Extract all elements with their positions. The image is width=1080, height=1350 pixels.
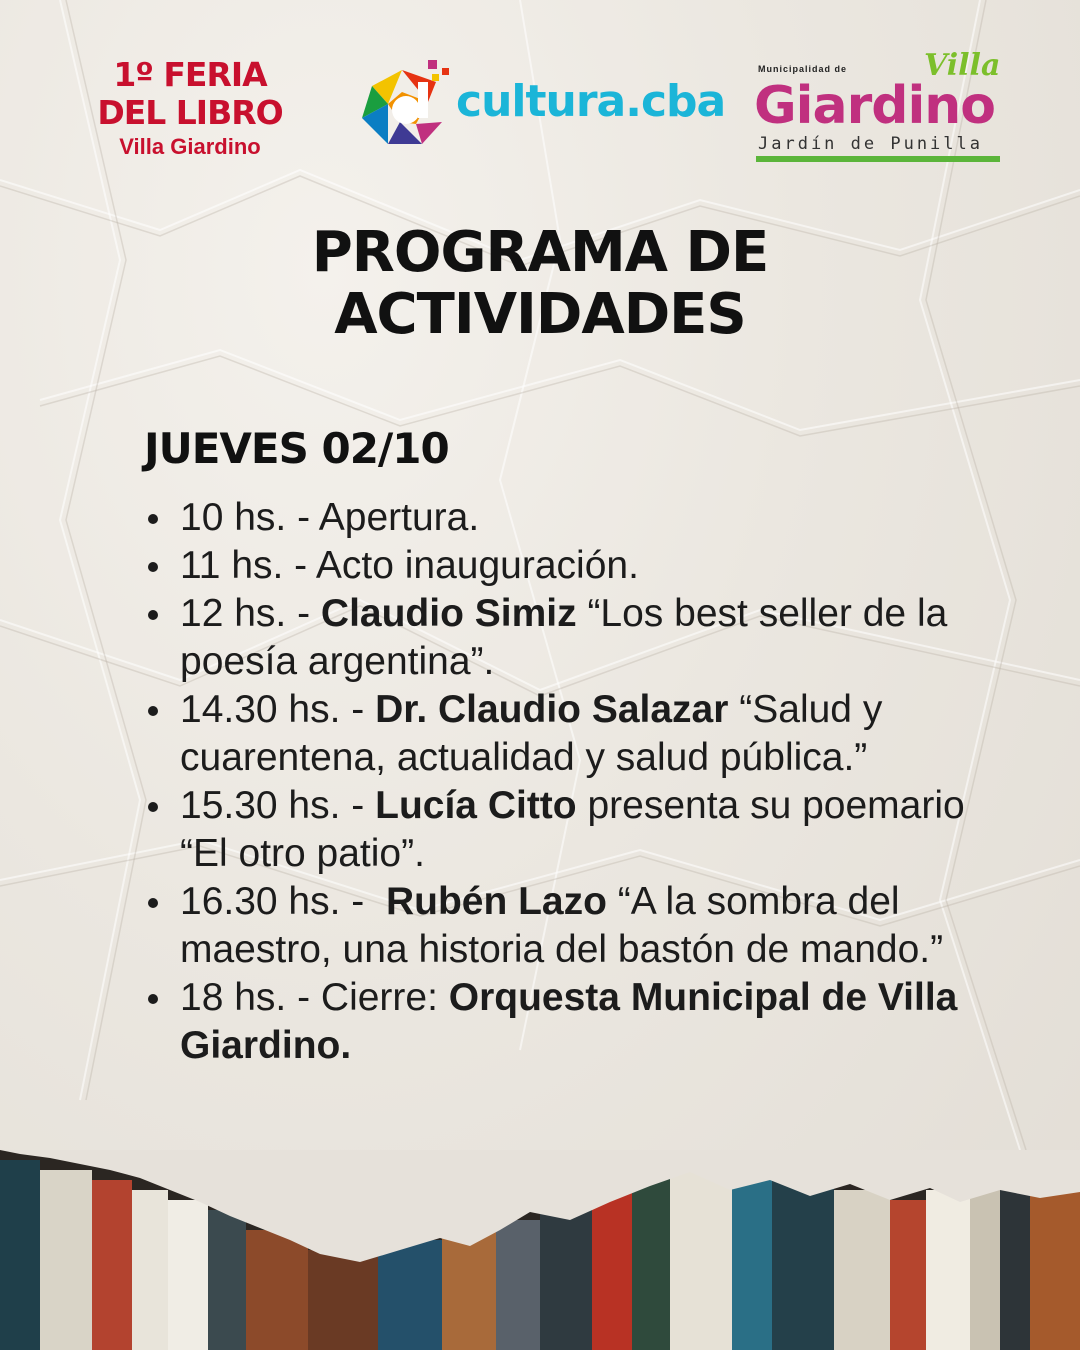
villa-giardino-logo [752, 48, 1012, 168]
activity-item [180, 782, 1010, 878]
giardino-logo-subtitle: Jardín de Punilla [758, 134, 983, 154]
activity-speaker: Rubén Lazo [385, 880, 607, 923]
bookshelf-illustration [0, 1150, 1080, 1350]
feria-logo-line2: DEL LIBRO [97, 93, 283, 132]
activity-description: “Salud y cuarentena, actualidad y salud pública.” [180, 688, 883, 779]
activity-item [180, 542, 1010, 590]
cultura-cba-logo [358, 52, 726, 152]
title-line1: PROGRAMA DE [311, 220, 769, 285]
feria-logo-line1: 1º FERIA [113, 55, 267, 94]
activity-time: 14.30 hs. - [180, 688, 376, 731]
page-title [0, 222, 1080, 346]
activity-item [180, 494, 1010, 542]
activity-description: “Los best seller de la poesía argentina”. [180, 592, 948, 683]
activity-speaker: Claudio Simiz [320, 592, 577, 635]
day-heading: JUEVES 02/10 [144, 424, 449, 473]
cultura-emblem-icon [358, 52, 454, 152]
activity-item [180, 878, 1010, 974]
activity-description: Apertura. [318, 496, 480, 539]
activity-speaker: Lucía Citto [375, 784, 577, 827]
activity-speaker: Orquesta Municipal de Villa Giardino. [180, 976, 958, 1067]
activity-item [180, 974, 1010, 1070]
activity-item [180, 590, 1010, 686]
giardino-logo-name: Giardino [754, 76, 996, 136]
activity-time: 16.30 hs. - [180, 880, 386, 923]
activity-speaker: Dr. Claudio Salazar [375, 688, 729, 731]
activity-description: presenta su poemario “El otro patio”. [180, 784, 965, 875]
activity-time: 18 hs. - [180, 976, 321, 1019]
activity-time: 11 hs. - [180, 544, 316, 587]
activity-time: 15.30 hs. - [180, 784, 376, 827]
giardino-logo-villa: Villa [924, 48, 1001, 83]
cultura-logo-text: cultura.cba [456, 76, 726, 127]
activity-description: “A la sombra del maestro, una historia del bastón de mando.” [180, 880, 944, 971]
feria-logo-line3: Villa Giardino [119, 134, 261, 159]
title-line2: ACTIVIDADES [334, 282, 746, 347]
activity-item [180, 686, 1010, 782]
activity-description: Acto inauguración. [315, 544, 639, 587]
giardino-logo-municipalidad: Municipalidad de [758, 64, 848, 74]
activity-time: 10 hs. - [180, 496, 319, 539]
activity-prefix: Cierre: [320, 976, 449, 1019]
activity-list [140, 494, 1010, 1070]
feria-del-libro-logo [80, 56, 300, 162]
giardino-logo-underline [756, 156, 1000, 162]
activity-time: 12 hs. - [180, 592, 321, 635]
